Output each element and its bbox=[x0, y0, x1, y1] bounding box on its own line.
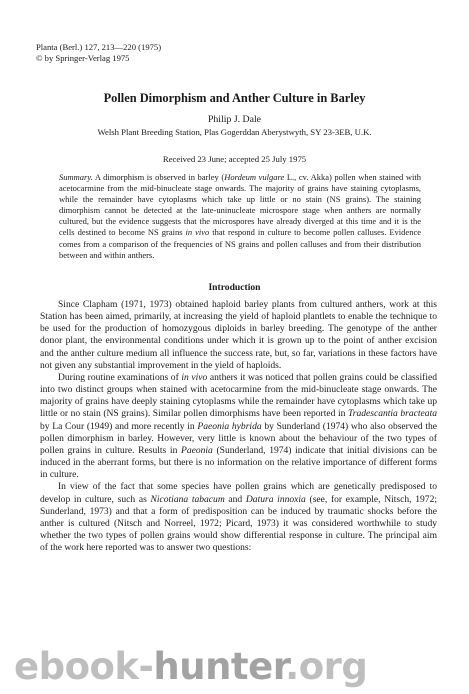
watermark-part: .org bbox=[285, 645, 368, 688]
summary-in-vivo: in vivo bbox=[185, 227, 210, 238]
journal-volume-line: Planta (Berl.) 127, 213—220 (1975) bbox=[36, 42, 162, 52]
text-run: and bbox=[224, 493, 246, 505]
summary-text: that respond in culture to become pollen calluses. Evidence comes from a comparison of the frequencies of NS grains and pollen calluses and from their distribution between and within anthers. bbox=[59, 227, 421, 260]
summary-text: L., cv. Akka) pollen when stained with acetocarmine from the mid-binucleate stage onwards. The majority of grains have staining cytoplasms, while the remainder have cytoplasms which take up little or no stain (NS grains). The staining dimorphism cannot be detected at the late-uninucleate microspore stage when anthers are normally cultured, but the evidence suggests that the microspores have already diverged at this time and it is the cells destined to become NS grains bbox=[59, 172, 421, 238]
received-dates: Received 23 June; accepted 25 July 1975 bbox=[162, 154, 307, 164]
summary-species-name: Hordeum vulgare bbox=[224, 172, 285, 182]
introduction-body bbox=[40, 299, 437, 554]
italic-term: Tradescantia bracteata bbox=[347, 408, 437, 420]
text-run: (Sunderland, 1974) indicate that initial divisions can be induced in the aberrant forms, but there is no information on the relative importance of different forms in culture. bbox=[40, 444, 437, 481]
author-name: Philip J. Dale bbox=[207, 114, 262, 125]
text-run: by Sunderland (1974) who also observed the pollen dimorphism in barley. However, very little is known about the behaviour of the two types of pollen grains in culture. Results in bbox=[40, 420, 438, 456]
italic-term: Nicotiana tabacum bbox=[150, 493, 225, 505]
text-run: by La Cour (1949) and more recently in bbox=[40, 420, 198, 432]
text-run: anthers it was noticed that pollen grains could be classified into two distinct groups when stained with acetocarmine from the mid-binucleate stage onwards. The majority of grains have deeply staining cytoplasms while the remainder have cytoplasms which take up little or no stain (NS grains). Similar pollen dimorphisms have been reported in bbox=[40, 371, 437, 420]
italic-term: Paeonia bbox=[181, 444, 213, 456]
summary-label: Summary. bbox=[59, 172, 93, 182]
article-title: Pollen Dimorphism and Anther Culture in Barley bbox=[103, 91, 366, 105]
text-run: During routine examinations of bbox=[58, 371, 182, 383]
watermark-part: ebook- bbox=[14, 645, 154, 688]
copyright-line: © by Springer-Verlag 1975 bbox=[36, 53, 130, 63]
journal-citation bbox=[36, 42, 161, 64]
intro-paragraph-2 bbox=[40, 372, 437, 481]
watermark-logo bbox=[14, 644, 464, 690]
author-affiliation: Welsh Plant Breeding Station, Plas Gogerddan Aberystwyth, SY 23-3EB, U.K. bbox=[97, 127, 372, 137]
section-heading-introduction: Introduction bbox=[208, 282, 261, 293]
italic-term: Datura innoxia bbox=[245, 493, 306, 505]
italic-term: Paeonia hybrida bbox=[197, 420, 262, 432]
text-run: In view of the fact that some species have pollen grains which are genetically predisposed to develop in culture, such as bbox=[40, 481, 437, 505]
summary-text: A dimorphism is observed in barley ( bbox=[92, 172, 225, 182]
intro-paragraph-1: Since Clapham (1971, 1973) obtained haploid barley plants from cultured anthers, work at this Station has been aimed, primarily, at increasing the yield of haploid plantlets to enable the technique to be used for the production of homozygous diploids in barley breeding. The genotype of the anther donor plant, the environmental conditions under which it is grown up to the point of anther excision and the anther culture medium all influence the success rate, but, so far, variations in these factors have not given any substantial improvement in the yield of haploids. bbox=[40, 299, 437, 371]
summary-paragraph bbox=[59, 172, 421, 261]
text-run: (see, for example, Nitsch, 1972; Sunderland, 1973) and that a form of predisposition can be induced by traumatic shocks before the anther is cultured (Nitsch and Norreel, 1972; Picard, 1973) it was considered worthwhile to study whether the two types of pollen grains would show differential response in culture. The principal aim of the work here reported was to answer two questions: bbox=[40, 493, 437, 554]
italic-term: in vivo bbox=[181, 371, 208, 383]
watermark-part: hunter bbox=[153, 645, 286, 688]
intro-paragraph-3 bbox=[40, 481, 437, 554]
